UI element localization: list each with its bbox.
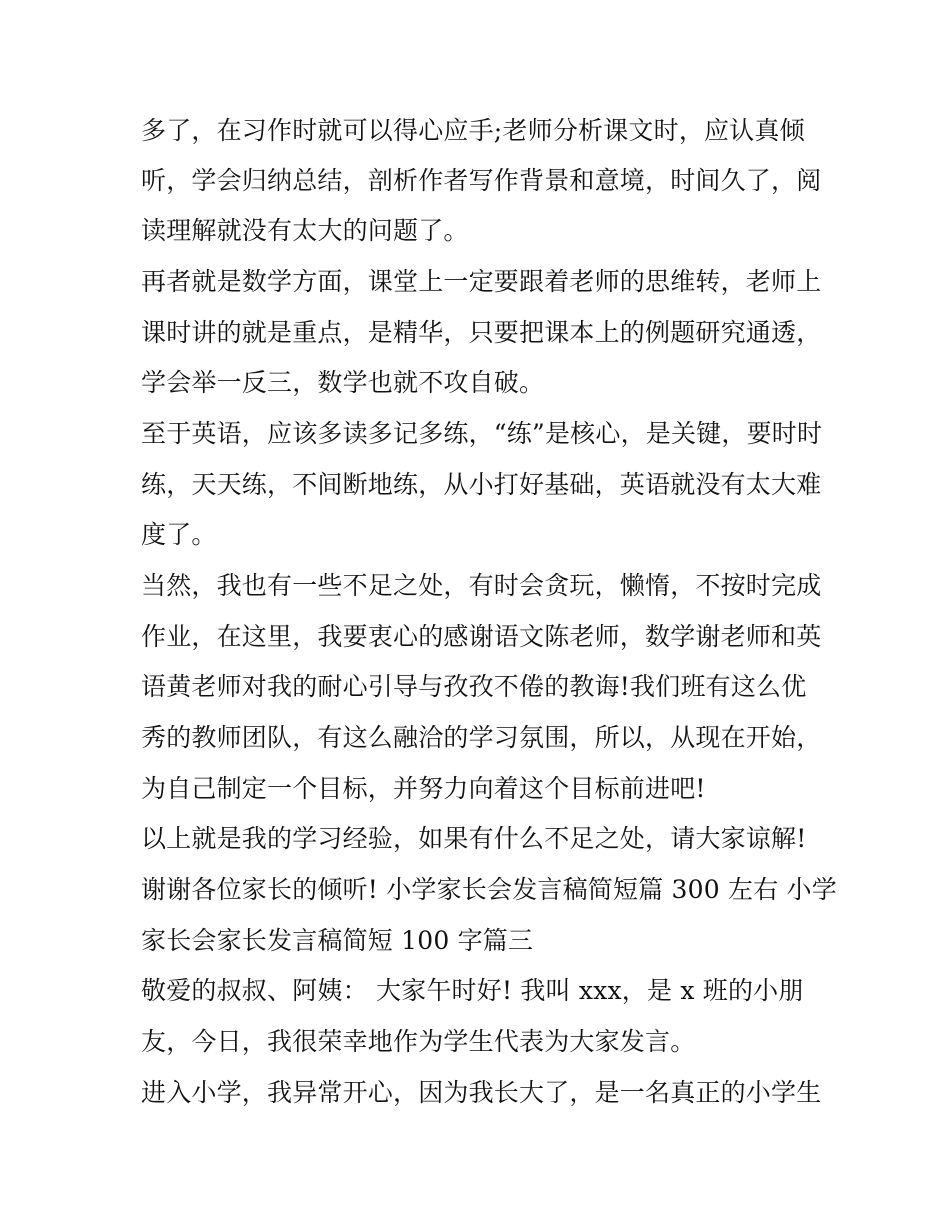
text-line: 至于英语，应该多读多记多练，“练”是核心，是关键，要时时 xyxy=(141,419,823,448)
text-line: 练，天天练，不间断地练，从小打好基础，英语就没有太大难 xyxy=(141,470,822,499)
text-line: 课时讲的就是重点，是精华，只要把课本上的例题研究通透， xyxy=(141,318,822,347)
text-line: 再者就是数学方面，课堂上一定要跟着老师的思维转，老师上 xyxy=(141,267,822,296)
text-line: 语黄老师对我的耐心引导与孜孜不倦的教诲!我们班有这么优 xyxy=(141,672,807,701)
text-line: 学会举一反三，数学也就不攻自破。 xyxy=(141,368,545,397)
text-line: 作业，在这里，我要衷心的感谢语文陈老师，数学谢老师和英 xyxy=(141,622,822,651)
text-line: 以上就是我的学习经验，如果有什么不足之处，请大家谅解! xyxy=(141,824,807,853)
text-line: 友，今日，我很荣幸地作为学生代表为大家发言。 xyxy=(141,1027,696,1056)
text-line: 为自己制定一个目标，并努力向着这个目标前进吧! xyxy=(141,774,706,803)
text-line: 多了，在习作时就可以得心应手;老师分析课文时，应认真倾 xyxy=(141,116,805,145)
text-line: 敬爱的叔叔、阿姨： 大家午时好! 我叫 xxx，是 x 班的小朋 xyxy=(141,976,804,1005)
text-line: 家长会家长发言稿简短 100 字篇三 xyxy=(141,926,534,955)
text-line: 谢谢各位家长的倾听! 小学家长会发言稿简短篇 300 左右 小学 xyxy=(141,875,837,904)
text-line: 读理解就没有太大的问题了。 xyxy=(141,216,469,245)
text-line: 进入小学，我异常开心，因为我长大了，是一名真正的小学生 xyxy=(141,1078,822,1107)
text-line: 秀的教师团队，有这么融洽的学习氛围，所以，从现在开始， xyxy=(141,723,822,752)
text-line: 听，学会归纳总结，剖析作者写作背景和意境，时间久了，阅 xyxy=(141,166,822,195)
text-line: 度了。 xyxy=(141,520,217,549)
text-line: 当然，我也有一些不足之处，有时会贪玩，懒惰，不按时完成 xyxy=(141,571,822,600)
